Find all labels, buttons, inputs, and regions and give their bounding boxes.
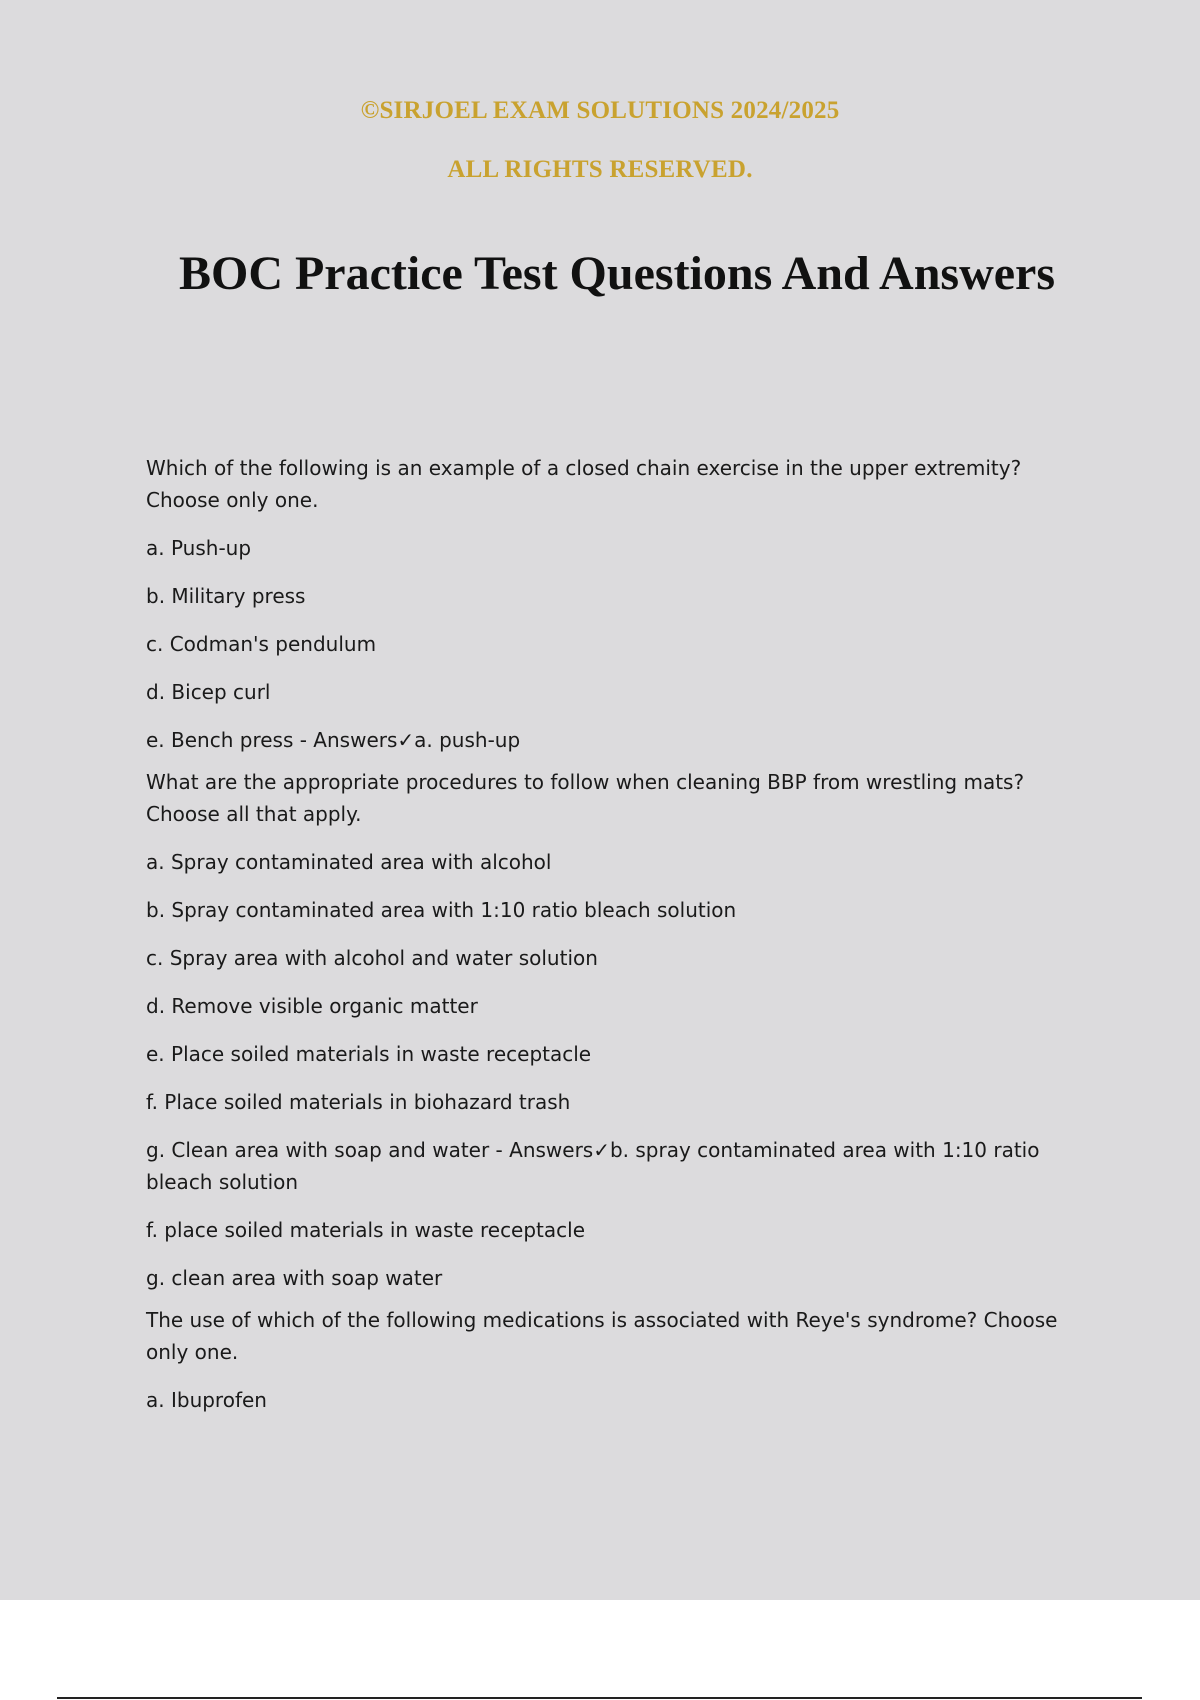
- answer-option: a. Spray contaminated area with alcohol: [146, 850, 552, 874]
- answer-option: d. Remove visible organic matter: [146, 994, 478, 1018]
- answer-option: c. Codman's pendulum: [146, 632, 377, 656]
- answer-option: f. Place soiled materials in biohazard trash: [146, 1090, 571, 1114]
- answer-option: e. Place soiled materials in waste receptacle: [146, 1042, 592, 1066]
- copyright-header: ©SIRJOEL EXAM SOLUTIONS 2024/2025: [360, 97, 840, 124]
- answer-option: d. Bicep curl: [146, 680, 271, 704]
- answer-option: b. Military press: [146, 584, 306, 608]
- answer-option: g. clean area with soap water: [146, 1266, 443, 1290]
- rights-header: ALL RIGHTS RESERVED.: [447, 156, 753, 183]
- document-title: BOC Practice Test Questions And Answers: [178, 247, 1056, 300]
- question-text: What are the appropriate procedures to follow when cleaning BBP from wrestling mats? Choose all that apply.: [146, 770, 1025, 826]
- document-body: [146, 452, 1086, 1432]
- question-text: Which of the following is an example of a closed chain exercise in the upper extremity? Choose only one.: [146, 456, 1022, 512]
- question-text: The use of which of the following medications is associated with Reye's syndrome? Choose only one.: [146, 1308, 1058, 1364]
- answer-option: e. Bench press - Answers✓a. push-up: [146, 728, 521, 752]
- answer-option: a. Push-up: [146, 536, 252, 560]
- footer-divider: [57, 1697, 1142, 1699]
- answer-option: b. Spray contaminated area with 1:10 ratio bleach solution: [146, 898, 737, 922]
- answer-option: f. place soiled materials in waste receptacle: [146, 1218, 586, 1242]
- answer-option: c. Spray area with alcohol and water solution: [146, 946, 598, 970]
- answer-option: a. Ibuprofen: [146, 1388, 267, 1412]
- answer-option: g. Clean area with soap and water - Answers✓b. spray contaminated area with 1:10 ratio bleach solution: [146, 1138, 1040, 1194]
